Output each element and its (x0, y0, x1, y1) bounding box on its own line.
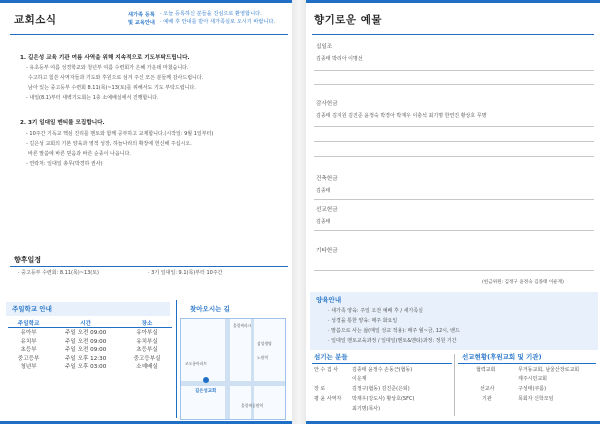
table-cell: 초등부실 (136, 347, 158, 354)
column-header: 주일학교 (8, 318, 49, 328)
table-cell: 주일 오전 09:00 (65, 338, 107, 345)
table-cell: 주일 오후 03:00 (65, 364, 107, 371)
title-divider (312, 34, 594, 35)
notice-label-1: 새가족 등록 (128, 12, 155, 18)
news-item-1-line: 남아 있는 중고등부 수련회 8.11(목)~13(토)를 위해서도 기도 부탁드립니다. (28, 85, 196, 91)
mission-names: 구성태(쿠롬) (518, 386, 547, 392)
offering-line (314, 199, 594, 200)
offering-line (314, 84, 594, 85)
left-page (0, 0, 292, 424)
offering-line (314, 270, 594, 271)
missions-title: 선교현황(후원교회 및 기관) (462, 353, 542, 361)
offering-name: 선교헌금 (316, 207, 338, 213)
mission-kind: 협력교회 (476, 367, 496, 373)
directions-title: 찾아오시는 길 (190, 305, 230, 313)
news-item-1-line: - 유초등부 여름 성경학교와 청년부 여름 수련회가 은혜 가운데 마쳤습니다. (26, 65, 189, 71)
table-cell: 유아부실 (136, 330, 158, 337)
right-page (306, 0, 600, 424)
table-cell: 유치부실 (136, 338, 158, 345)
offering-donors: 김종태 박리아 이명선 (316, 56, 363, 62)
offering-line (314, 70, 594, 71)
offerings-title: 향기로운 예물 (314, 14, 383, 26)
school-title: 주일학교 안내 (12, 305, 52, 313)
nurture-line: · 일대일 멘토교육과정 / 일대일(멘토&멘티)과정: 정원 기간 (328, 338, 457, 344)
upcoming-item-1: · 중고등부 수련회: 8.11(목)~13(토) (18, 270, 100, 276)
church-news-title: 교회소식 (14, 14, 57, 26)
directions-map (180, 318, 286, 420)
notice-label-2: 및 교육안내 (128, 20, 155, 26)
missions-divider (458, 363, 596, 364)
servant-names: 박재우(강도사) 황상호(SFC) (352, 396, 415, 402)
map-label: 올림픽파크 (233, 323, 252, 328)
servant-names: 최기명(목사) (352, 406, 381, 412)
offering-line (314, 230, 594, 231)
servant-role: 안 수 집 사 (314, 367, 339, 373)
top-accent-bar (0, 0, 292, 3)
nurture-line: · 말씀으로 사는 삶(매일 성교 적용): 매주 월~금, 12시, 밴드 (328, 328, 460, 334)
offering-name: 십일조 (316, 44, 333, 50)
church-location-pin-icon (203, 377, 209, 383)
news-item-1-title: 1. 길은성 교육 기관 여름 사역을 위해 지속적으로 기도부탁드립니다. (20, 55, 190, 61)
offering-donors: 김종태 김지원 김진준 윤정숙 박경아 박재우 이충석 최기명 한연진 황상호 무명 (316, 113, 487, 119)
table-row (8, 328, 172, 337)
title-divider (10, 34, 288, 35)
nurture-title: 양육안내 (316, 296, 342, 304)
servant-role: 평 윤 사역자 (314, 396, 342, 402)
table-cell: 소예배실 (136, 364, 158, 371)
mission-kind: 선교사 (480, 386, 495, 392)
table-row (8, 354, 172, 363)
mission-names: 제주시민교회 (518, 376, 547, 382)
table-cell: 초등부 (20, 347, 37, 354)
nurture-line: · 성경을 통한 양육: 매주 화요일 (328, 318, 398, 324)
map-label: 삼성생명 (257, 341, 272, 346)
notice-text-2: · 예배 후 안내를 받아 새가족실로 오시기 바랍니다. (160, 19, 276, 25)
offering-donors: 김종태 (316, 219, 331, 225)
offering-name: 감사헌금 (316, 101, 338, 107)
upcoming-divider (10, 266, 288, 267)
table-header-row (8, 318, 172, 328)
school-schedule-table (8, 318, 172, 371)
table-cell: 유치부 (20, 338, 37, 345)
map-road (181, 381, 285, 386)
servant-names: 김정구(협동) 김진준(은퇴) (352, 386, 410, 392)
news-item-2-line: 바른 말씀에 바른 믿음과 바른 순종이 나옵니다. (28, 151, 131, 157)
map-label: 올림픽공원역 (241, 403, 264, 408)
servant-names: 이운재 (352, 376, 367, 382)
map-road (225, 319, 230, 419)
offering-name: 건축헌금 (316, 176, 338, 182)
offering-line (314, 141, 594, 142)
offering-line (314, 156, 594, 157)
news-item-2-line: - 10주간 기독교 핵심 진리를 멘토와 함께 공부하고 교제합니다.(시작일: 9월 1일부터) (26, 131, 214, 137)
offering-line (314, 126, 594, 127)
section-divider (176, 300, 177, 418)
table-row (8, 362, 172, 371)
church-map-label: 길은성교회 (195, 389, 217, 394)
upcoming-title: 향후일정 (14, 256, 42, 264)
column-header: 시간 (49, 318, 122, 328)
upcoming-item-2: · 3기 일대일: 9.1(목)부터 10주간 (148, 270, 223, 276)
table-cell: 중고등부 (17, 355, 40, 362)
mission-names: 목회자 신학모임 (518, 396, 554, 402)
column-header: 장소 (122, 318, 172, 328)
table-cell: 주일 오전 09:00 (65, 330, 107, 337)
news-item-2-line: - 길은성 교회의 기본 양육과 영적 성장, 하늘나라의 확장에 헌신해 주십시오. (26, 141, 192, 147)
page-gutter (292, 0, 306, 424)
table-cell: 청년부 (20, 364, 37, 371)
map-label: 노원역 (257, 355, 269, 360)
table-row (8, 337, 172, 346)
offering-donors: 김종태 (316, 188, 331, 194)
news-item-2-title: 2. 3기 일대일 멘티를 모집합니다. (20, 120, 105, 126)
news-item-1-line: - 내일(8.1)부터 새벽기도회는 1층 소예배실에서 진행합니다. (26, 95, 159, 101)
servants-title: 섬기는 분들 (314, 353, 348, 361)
mission-kind: 기관 (482, 396, 492, 402)
news-item-1-line: 수고하고 힘쓴 사역자들과 기도와 후원으로 섬겨 주신 모든 분들께 감사드립니다. (28, 75, 204, 81)
table-cell: 중고등부실 (133, 355, 161, 362)
offering-counters: (헌금위원: 김정구 윤정숙 김종태 이운재) (482, 280, 564, 285)
table-cell: 주일 오전 09:00 (65, 347, 107, 354)
offering-name: 기타헌금 (316, 248, 338, 254)
news-item-2-line: - 연락처: 일대일 총무(박경하 권사) (26, 161, 103, 167)
servant-names: 김종태 윤정수 손동근(협동) (352, 367, 413, 373)
top-accent-bar (306, 0, 600, 3)
nurture-line: · 새가족 양육: 주일 오전 예배 후 / 새가족실 (328, 308, 423, 314)
table-cell: 유아부 (20, 330, 37, 337)
notice-text-1: · 오늘 등록하신 분들을 진심으로 환영합니다. (160, 11, 262, 17)
table-row (8, 345, 172, 354)
servants-divider (312, 363, 452, 364)
servant-role: 장 로 (314, 386, 326, 392)
table-cell: 주일 오후 12:30 (65, 355, 107, 362)
map-label: 코오롱아파트 (185, 361, 208, 366)
mission-names: 무거동교회, 남울산장로교회 (518, 367, 580, 373)
section-divider (454, 354, 455, 416)
